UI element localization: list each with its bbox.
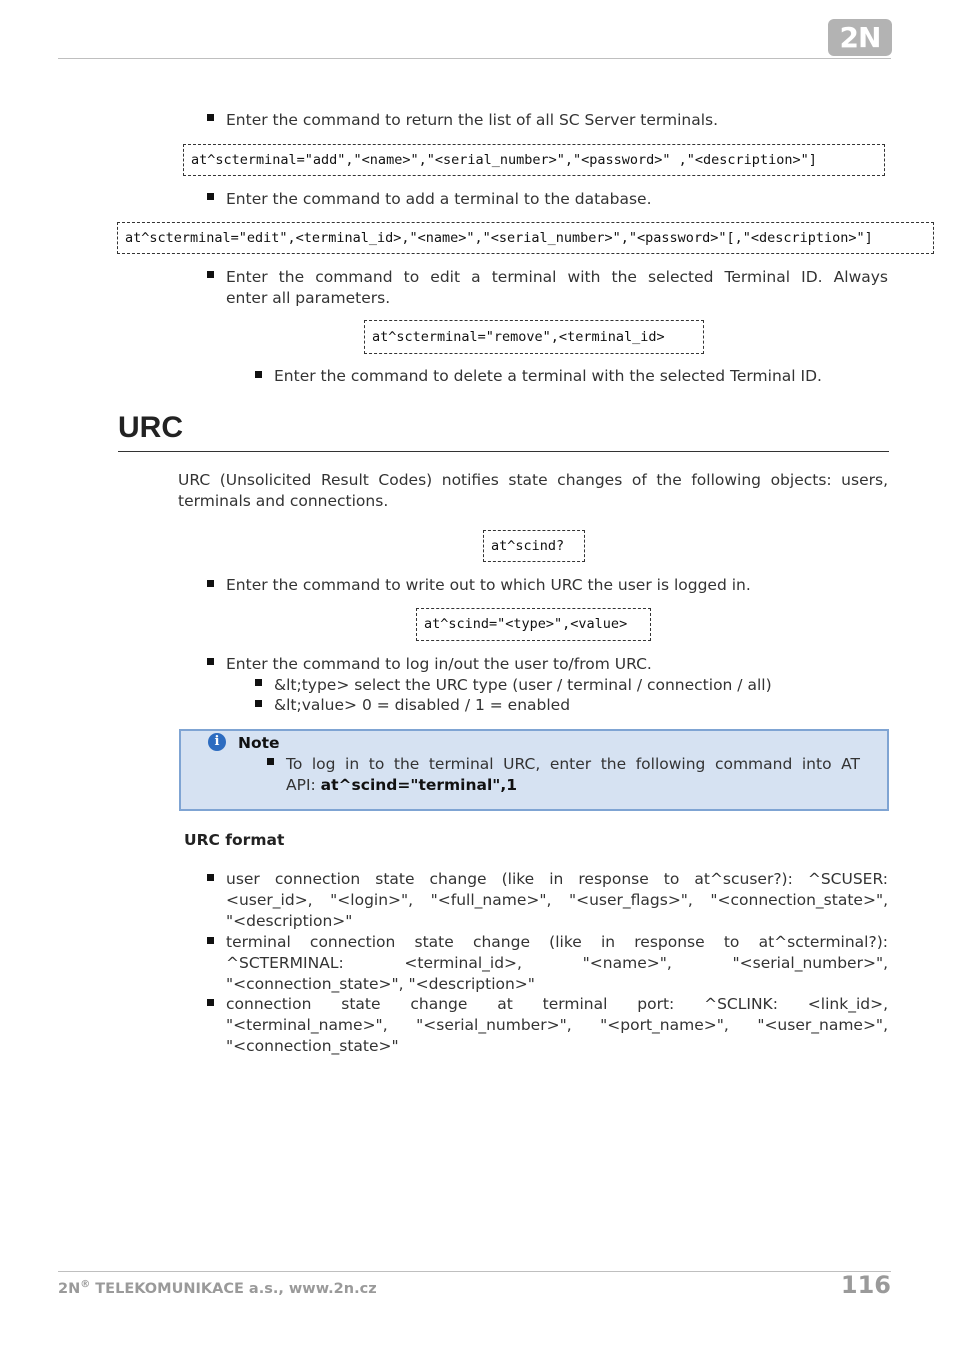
format-item2-line3: "<connection_state>", "<description>": [226, 975, 535, 993]
note-command: at^scind="terminal",1: [320, 776, 518, 794]
bullet-marker: [207, 271, 214, 278]
footer-company-rest: TELEKOMUNIKACE a.s., www.2n.cz: [90, 1280, 377, 1297]
code-set: at^scind="<type>",<value>: [416, 608, 651, 641]
page-number: 116: [840, 1271, 891, 1299]
bullet-marker: [207, 580, 214, 587]
code-remove: at^scterminal="remove",<terminal_id>: [364, 320, 704, 354]
format-item3-line3: "<connection_state>": [226, 1037, 399, 1055]
format-item1-line1: user connection state change (like in response to at^scuser?): ^SCUSER:: [226, 870, 888, 888]
bullet-marker: [207, 193, 214, 200]
info-icon: i: [208, 733, 226, 751]
bullet-marker: [255, 371, 262, 378]
bullet-list-all: Enter the command to return the list of all SC Server terminals.: [226, 111, 719, 129]
format-item3-line2: "<terminal_name>", "<serial_number>", "<port_name>", "<user_name>",: [226, 1016, 888, 1034]
bullet-marker: [207, 874, 214, 881]
note-line2: [286, 775, 517, 796]
format-item3-line1: connection state change at terminal port: ^SCLINK: <link_id>,: [226, 995, 888, 1013]
code-edit: at^scterminal="edit",<terminal_id>,"<name>","<serial_number>","<password>"[,"<description>"]: [117, 222, 934, 254]
note-line2-prefix: API:: [286, 776, 321, 794]
bullet-edit-line1: Enter the command to edit a terminal with the selected Terminal ID. Always: [226, 268, 888, 286]
format-item2-line2: ^SCTERMINAL: <terminal_id>, "<name>", "<serial_number>",: [226, 954, 888, 972]
bullet-marker: [207, 937, 214, 944]
registered-mark: ®: [80, 1279, 91, 1290]
sub-value: &lt;value> 0 = disabled / 1 = enabled: [274, 696, 571, 714]
bullet-query: Enter the command to write out to which URC the user is logged in.: [226, 576, 751, 594]
format-item1-line3: "<description>": [226, 912, 353, 930]
sub-type: &lt;type> select the URC type (user / terminal / connection / all): [274, 676, 772, 694]
header-divider: [58, 58, 891, 59]
urc-format-heading: URC format: [184, 831, 285, 849]
format-item1-line2: <user_id>, "<login>", "<full_name>", "<user_flags>", "<connection_state>",: [226, 891, 888, 909]
urc-heading: URC: [118, 411, 183, 444]
urc-intro-line2: terminals and connections.: [178, 492, 389, 510]
bullet-set: Enter the command to log in/out the user to/from URC.: [226, 655, 652, 673]
urc-intro-line1: URC (Unsolicited Result Codes) notifies state changes of the following objects: users,: [178, 471, 888, 489]
bullet-add: Enter the command to add a terminal to the database.: [226, 190, 652, 208]
bullet-marker: [207, 658, 214, 665]
company-logo: 2N: [828, 19, 892, 56]
heading-underline: [118, 451, 889, 452]
bullet-marker: [255, 700, 262, 707]
code-query: at^scind?: [483, 530, 585, 562]
footer-brand: 2N: [58, 1280, 81, 1297]
format-item2-line1: terminal connection state change (like in response to at^scterminal?):: [226, 933, 888, 951]
footer-divider: [58, 1271, 891, 1272]
bullet-marker: [255, 679, 262, 686]
note-title: Note: [238, 734, 280, 752]
code-add: at^scterminal="add","<name>","<serial_number>","<password>" ,"<description>"]: [183, 144, 885, 176]
bullet-remove: Enter the command to delete a terminal with the selected Terminal ID.: [274, 367, 822, 385]
bullet-edit-line2: enter all parameters.: [226, 289, 391, 307]
footer-company: [58, 1279, 377, 1297]
bullet-marker: [267, 758, 274, 765]
note-line1: To log in to the terminal URC, enter the following command into AT: [286, 755, 860, 773]
bullet-marker: [207, 114, 214, 121]
bullet-marker: [207, 999, 214, 1006]
